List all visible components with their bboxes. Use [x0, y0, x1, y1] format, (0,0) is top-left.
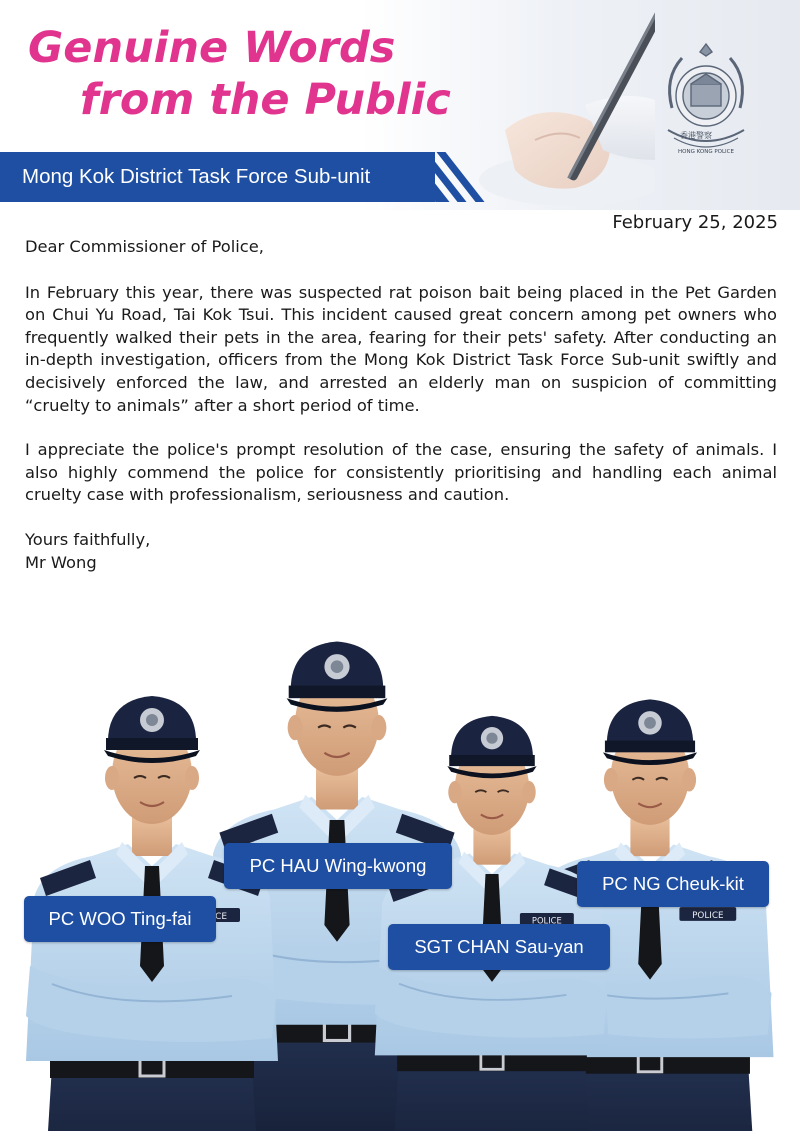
letter-paragraph-1: In February this year, there was suspected rat poison bait being placed in the Pet Garden on Chui Yu Road, Tai Kok Tsui. This incident caused great concern among pet owners who frequently walked their pets in the area, fearing for their pets' safety. After conducting an in-depth investigation, officers from the Mong Kok District Task Force Sub-unit swiftly and decisively enforced the law, and arrested an elderly man on suspicion of committing “cruelty to animals” after a short period of time.: [25, 282, 777, 415]
unit-name: Mong Kok District Task Force Sub-unit: [22, 165, 371, 188]
title-line-1: Genuine Words: [28, 23, 396, 73]
hong-kong-police-badge: [658, 38, 754, 164]
badge-bottom-text: HONG KONG POLICE: [678, 149, 734, 155]
officer-name-hau: PC HAU Wing-kwong: [224, 843, 452, 889]
officer-name-chan: SGT CHAN Sau-yan: [388, 924, 610, 970]
writing-hand-illustration: [475, 10, 655, 205]
officer-name-woo: PC WOO Ting-fai: [24, 896, 216, 942]
letter-closing: Yours faithfully,: [25, 529, 151, 549]
letter-date: February 25, 2025: [612, 212, 778, 233]
letter-body: [25, 236, 777, 574]
page-title: [28, 22, 451, 126]
officer-name-ng: PC NG Cheuk-kit: [577, 861, 769, 907]
badge-top-text: 香港警察: [680, 131, 712, 140]
letter-signature: Mr Wong: [25, 552, 97, 572]
title-line-2: from the Public: [80, 75, 451, 125]
letter-salutation: Dear Commissioner of Police,: [25, 237, 264, 256]
letter-paragraph-2: I appreciate the police's prompt resolution of the case, ensuring the safety of animals. I also highly commend the police for consistently prioritising and handling each animal cruelty case with professionalism, seriousness and caution.: [25, 440, 777, 505]
